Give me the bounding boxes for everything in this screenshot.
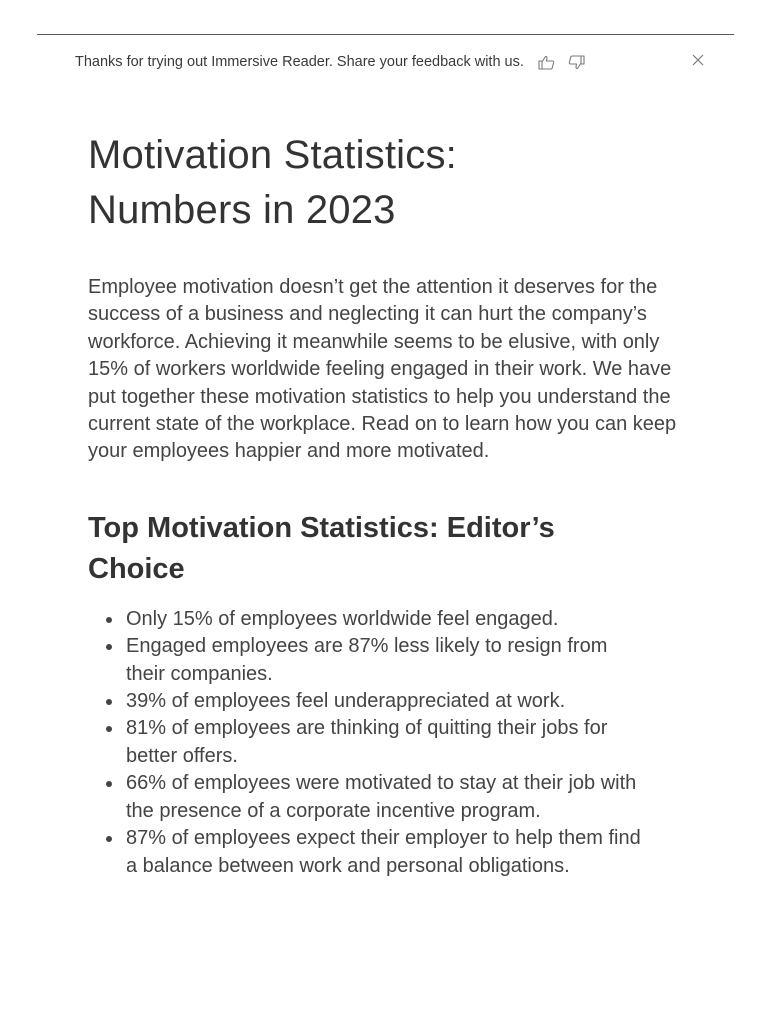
- thumbs-down-icon[interactable]: [566, 51, 588, 73]
- list-item: 81% of employees are thinking of quitting their jobs for better offers.: [126, 715, 646, 770]
- list-item: 39% of employees feel underappreciated at work.: [126, 688, 646, 715]
- list-item: Only 15% of employees worldwide feel engaged.: [126, 606, 646, 633]
- feedback-bar: [75, 50, 735, 74]
- section-heading: Top Motivation Statistics: Editor’s Choice: [88, 511, 555, 585]
- close-icon: [692, 53, 704, 71]
- title-line-2: Numbers in 2023: [88, 188, 396, 232]
- thumbs-up-icon[interactable]: [536, 51, 558, 73]
- feedback-message: Thanks for trying out Immersive Reader. Share your feedback with us.: [75, 54, 524, 70]
- title-line-1: Motivation Statistics:: [88, 133, 457, 177]
- list-item: 87% of employees expect their employer to help them find a balance between work and personal obligations.: [126, 825, 646, 880]
- list-item: Engaged employees are 87% less likely to resign from their companies.: [126, 633, 646, 688]
- intro-paragraph: Employee motivation doesn’t get the attention it deserves for the success of a business and neglecting it can hurt the company’s workforce. Achieving it meanwhile seems to be elusive, with only 15% of workers worldwide feeling engaged in their work. We have put together these motivation statistics to help you understand the current state of the workplace. Read on to learn how you can keep your employees happier and more motivated.: [88, 276, 677, 463]
- page-title: [88, 128, 688, 238]
- list-item: 66% of employees were motivated to stay at their job with the presence of a corporate incentive program.: [126, 770, 646, 825]
- stats-list: [88, 606, 646, 880]
- top-divider: [37, 34, 734, 35]
- article-content: [88, 128, 688, 880]
- close-button[interactable]: [686, 50, 710, 74]
